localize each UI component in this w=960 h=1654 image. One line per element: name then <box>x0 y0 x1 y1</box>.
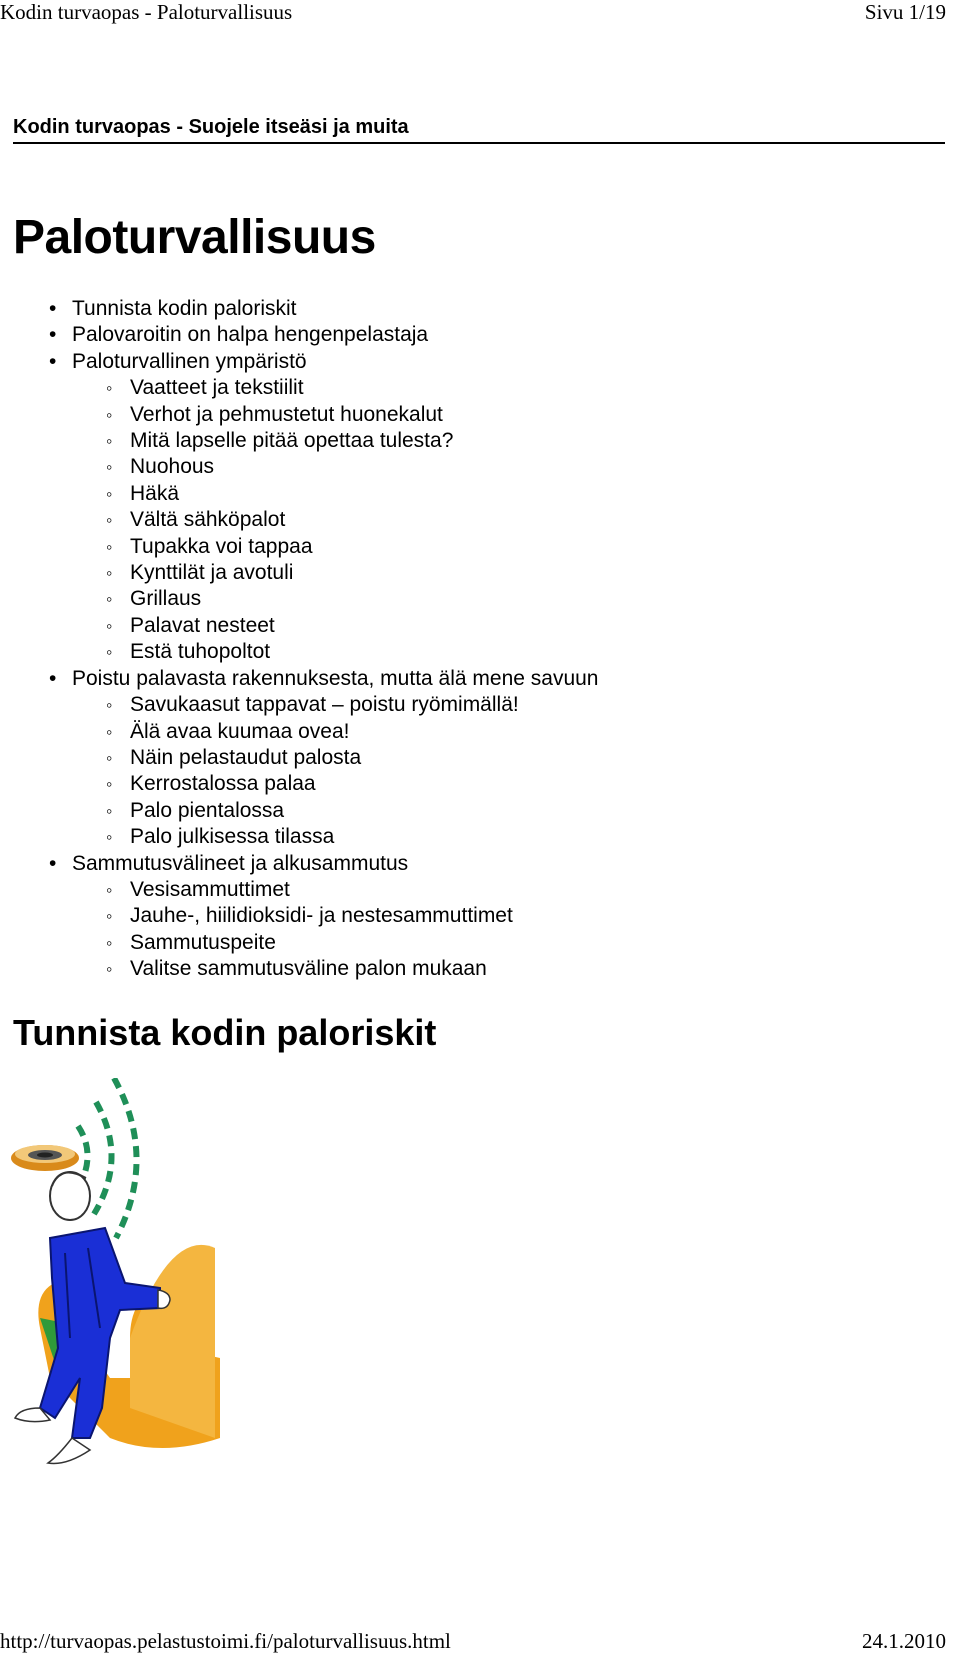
toc-subitem[interactable]: ◦ Savukaasut tappavat – poistu ryömimällä! <box>0 692 598 718</box>
smoke-alarm-alerting-person-icon <box>10 1078 220 1518</box>
print-date: 24.1.2010 <box>862 1629 946 1653</box>
page-title: Paloturvallisuus <box>13 211 376 264</box>
toc-subitem[interactable]: ◦ Vaatteet ja tekstiilit <box>0 375 598 401</box>
toc-subitem[interactable]: ◦ Älä avaa kuumaa ovea! <box>0 719 598 745</box>
toc-subitem[interactable]: ◦ Vältä sähköpalot <box>0 507 598 533</box>
sound-waves-icon <box>76 1078 137 1238</box>
toc-subitem[interactable]: ◦ Estä tuhopoltot <box>0 639 598 665</box>
toc-subitem[interactable]: ◦ Näin pelastaudut palosta <box>0 745 598 771</box>
toc-subitem[interactable]: ◦ Valitse sammutusväline palon mukaan <box>0 956 598 982</box>
toc-subitem[interactable]: ◦ Verhot ja pehmustetut huonekalut <box>0 402 598 428</box>
toc-subitem[interactable]: ◦ Häkä <box>0 481 598 507</box>
toc-subitem[interactable]: ◦ Mitä lapselle pitää opettaa tulesta? <box>0 428 598 454</box>
toc-item[interactable]: • Palovaroitin on halpa hengenpelastaja <box>0 322 598 348</box>
print-footer <box>0 1628 946 1654</box>
toc-item[interactable]: • Paloturvallinen ympäristö <box>0 349 598 375</box>
print-doc-title: Kodin turvaopas - Paloturvallisuus <box>0 0 293 24</box>
toc-subitem[interactable]: ◦ Sammutuspeite <box>0 930 598 956</box>
toc-item[interactable]: • Sammutusvälineet ja alkusammutus <box>0 851 598 877</box>
toc-subitem[interactable]: ◦ Jauhe-, hiilidioksidi- ja nestesammuttimet <box>0 903 598 929</box>
toc-subitem[interactable]: ◦ Nuohous <box>0 454 598 480</box>
table-of-contents <box>0 296 598 983</box>
site-title: Kodin turvaopas - Suojele itseäsi ja muita <box>13 116 945 144</box>
toc-item[interactable]: • Poistu palavasta rakennuksesta, mutta älä mene savuun <box>0 666 598 692</box>
toc-subitem[interactable]: ◦ Palo julkisessa tilassa <box>0 824 598 850</box>
print-header <box>0 0 946 26</box>
toc-subitem[interactable]: ◦ Tupakka voi tappaa <box>0 534 598 560</box>
toc-subitem[interactable]: ◦ Palo pientalossa <box>0 798 598 824</box>
print-url: http://turvaopas.pelastustoimi.fi/paloturvallisuus.html <box>0 1629 451 1653</box>
toc-subitem[interactable]: ◦ Kerrostalossa palaa <box>0 771 598 797</box>
toc-subitem[interactable]: ◦ Palavat nesteet <box>0 613 598 639</box>
toc-subitem[interactable]: ◦ Vesisammuttimet <box>0 877 598 903</box>
print-page-number: Sivu 1/19 <box>864 0 946 24</box>
section-title: Tunnista kodin paloriskit <box>13 1012 437 1053</box>
smoke-alarm-icon <box>11 1145 79 1171</box>
toc-subitem[interactable]: ◦ Kynttilät ja avotuli <box>0 560 598 586</box>
toc-item[interactable]: • Tunnista kodin paloriskit <box>0 296 598 322</box>
toc-subitem[interactable]: ◦ Grillaus <box>0 586 598 612</box>
